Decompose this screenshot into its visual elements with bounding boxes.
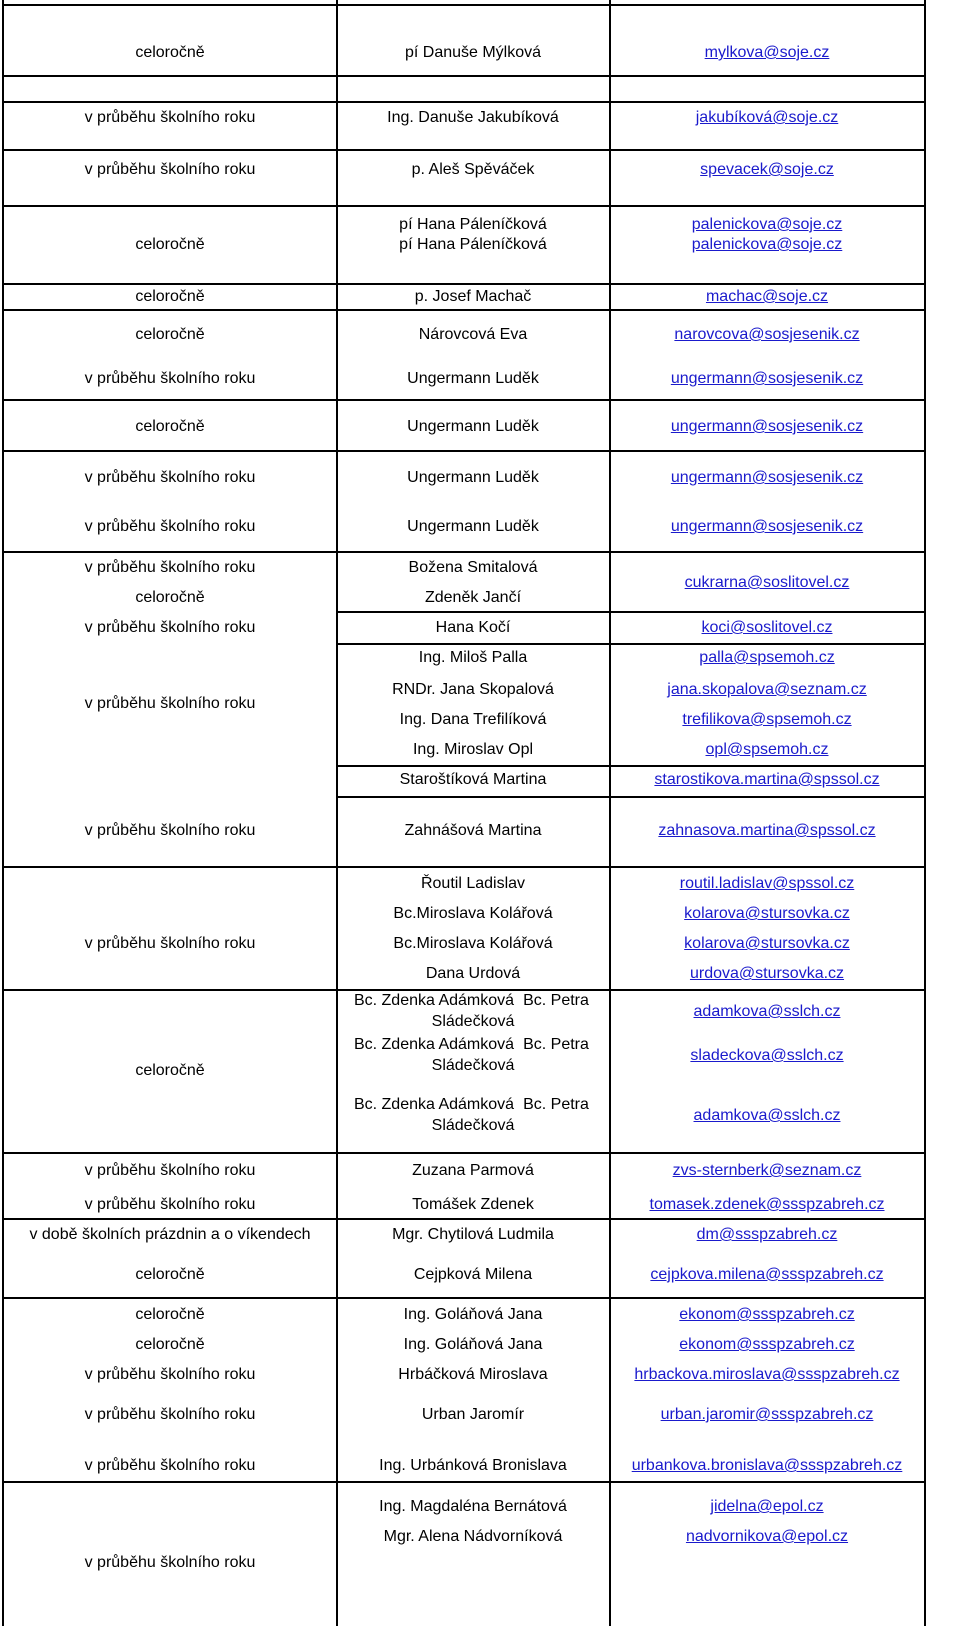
email-link[interactable]: nadvornikova@epol.cz [685,1528,849,1545]
row-divider-3 [2,149,924,151]
person-name-cell: Sládečková [431,1057,515,1074]
period-cell: v průběhu školního roku [84,1406,256,1423]
person-name-cell: p. Josef Machač [414,288,532,305]
period-cell: v průběhu školního roku [84,695,256,712]
email-link[interactable]: ungermann@sosjesenik.cz [670,518,864,535]
period-cell: v průběhu školního roku [84,518,256,535]
period-cell: celoročně [135,1062,205,1079]
row-divider-4 [2,205,924,207]
email-link[interactable]: ungermann@sosjesenik.cz [670,370,864,387]
period-cell: v průběhu školního roku [84,1457,256,1474]
email-link[interactable]: adamkova@sslch.cz [693,1107,841,1124]
email-link[interactable]: palla@spsemoh.cz [699,649,835,666]
email-link[interactable]: narovcova@sosjesenik.cz [674,326,860,343]
row-divider-14 [2,866,924,868]
row-divider-17 [2,1218,924,1220]
email-link[interactable]: mylkova@soje.cz [704,44,830,61]
period-cell: celoročně [135,288,205,305]
column-divider-2 [609,0,611,1626]
period-cell: v průběhu školního roku [84,935,256,952]
row-divider-12 [336,765,924,767]
person-name-cell: Ing. Magdaléna Bernátová [379,1498,567,1515]
email-link[interactable]: palenickova@soje.cz [691,236,843,253]
email-link[interactable]: kolarova@stursovka.cz [684,905,850,922]
person-name-cell: Ing. Miroslav Opl [412,741,534,758]
email-link[interactable]: zvs-sternberk@seznam.cz [672,1162,862,1179]
person-name-cell: Cejpková Milena [413,1266,533,1283]
period-cell: celoročně [135,589,205,606]
person-name-cell: pí Hana Páleníčková [399,216,547,233]
email-link[interactable]: ekonom@ssspzabreh.cz [679,1336,855,1353]
email-link[interactable]: jidelna@epol.cz [710,1498,824,1515]
email-link[interactable]: palenickova@soje.cz [691,216,843,233]
row-divider-11 [336,643,924,645]
period-cell: v průběhu školního roku [84,1554,256,1571]
person-name-cell: Bc.Miroslava Kolářová [393,935,553,952]
column-divider-1 [336,0,338,1626]
period-cell: v průběhu školního roku [84,370,256,387]
period-cell: v průběhu školního roku [84,161,256,178]
person-name-cell: Mgr. Alena Nádvorníková [383,1528,563,1545]
period-cell: v průběhu školního roku [84,469,256,486]
row-divider-7 [2,399,924,401]
column-divider-3 [924,0,926,1626]
person-name-cell: Dana Urdová [425,965,521,982]
person-name-cell: Ing. Miloš Palla [418,649,528,666]
email-link[interactable]: urdova@stursovka.cz [689,965,845,982]
person-name-cell: Řoutil Ladislav [420,875,526,892]
period-cell: celoročně [135,236,205,253]
person-name-cell: Bc. Zdenka Adámková [353,1096,515,1113]
person-name-cell: Zuzana Parmová [412,1162,534,1179]
period-cell: celoročně [135,44,205,61]
row-divider-0 [2,4,924,6]
period-cell: v průběhu školního roku [84,1196,256,1213]
period-cell: v průběhu školního roku [84,1162,256,1179]
email-link[interactable]: starostikova.martina@spssol.cz [654,771,880,788]
person-name-cell: Bc. Zdenka Adámková [353,1036,515,1053]
email-link[interactable]: machac@soje.cz [705,288,829,305]
person-name-cell: Božena Smitalová [408,559,538,576]
email-link[interactable]: ungermann@sosjesenik.cz [670,418,864,435]
row-divider-13 [336,796,924,798]
period-cell: v průběhu školního roku [84,559,256,576]
person-name-cell: Tomášek Zdenek [412,1196,534,1213]
person-name-cell: Sládečková [431,1013,515,1030]
email-link[interactable]: spevacek@soje.cz [700,161,834,178]
email-link[interactable]: cejpkova.milena@ssspzabreh.cz [650,1266,884,1283]
person-name-cell: Zdeněk Jančí [424,589,522,606]
email-link[interactable]: adamkova@sslch.cz [693,1003,841,1020]
person-name-cell: Ing. Dana Trefilíková [399,711,547,728]
email-link[interactable]: urbankova.bronislava@ssspzabreh.cz [631,1457,903,1474]
person-name-cell: Ing. Goláňová Jana [403,1336,543,1353]
period-cell: celoročně [135,1336,205,1353]
email-link[interactable]: hrbackova.miroslava@ssspzabreh.cz [634,1366,900,1383]
person-name-cell: Bc. Zdenka Adámková [353,992,515,1009]
period-cell: celoročně [135,418,205,435]
person-name-cell: Staroštíková Martina [399,771,547,788]
person-name-cell: Hana Kočí [435,619,511,636]
person-name-cell: Bc. Petra [523,1036,589,1053]
person-name-cell: Bc.Miroslava Kolářová [393,905,553,922]
email-link[interactable]: routil.ladislav@spssol.cz [679,875,855,892]
period-cell: celoročně [135,1266,205,1283]
row-divider-5 [2,283,924,285]
period-cell: v průběhu školního roku [84,1366,256,1383]
person-name-cell: Ungermann Luděk [407,518,539,535]
row-divider-10 [336,611,924,613]
person-name-cell: pí Hana Páleníčková [399,236,547,253]
email-link[interactable]: jana.skopalova@seznam.cz [667,681,867,698]
row-divider-8 [2,450,924,452]
row-divider-2 [2,101,924,103]
period-cell: celoročně [135,1306,205,1323]
row-divider-18 [2,1297,924,1299]
email-link[interactable]: ekonom@ssspzabreh.cz [679,1306,855,1323]
email-link[interactable]: trefilikova@spsemoh.cz [682,711,852,728]
person-name-cell: Ing. Urbánková Bronislava [379,1457,567,1474]
row-divider-6 [2,309,924,311]
person-name-cell: Sládečková [431,1117,515,1134]
person-name-cell: Ing. Goláňová Jana [403,1306,543,1323]
person-name-cell: Ungermann Luděk [407,469,539,486]
period-cell: v průběhu školního roku [84,619,256,636]
person-name-cell: RNDr. Jana Skopalová [392,681,554,698]
person-name-cell: Ungermann Luděk [407,370,539,387]
email-link[interactable]: cukrarna@soslitovel.cz [684,574,850,591]
person-name-cell: Bc. Petra [523,992,589,1009]
email-link[interactable]: jakubíková@soje.cz [695,109,839,126]
email-link[interactable]: koci@soslitovel.cz [701,619,833,636]
period-cell: celoročně [135,326,205,343]
person-name-cell: Ing. Danuše Jakubíková [387,109,559,126]
person-name-cell: Urban Jaromír [421,1406,525,1423]
column-divider-0 [2,0,4,1626]
period-cell: v průběhu školního roku [84,109,256,126]
person-name-cell: pí Danuše Mýlková [404,44,542,61]
period-cell: v průběhu školního roku [84,822,256,839]
row-divider-16 [2,1152,924,1154]
email-link[interactable]: kolarova@stursovka.cz [684,935,850,952]
email-link[interactable]: zahnasova.martina@spssol.cz [658,822,876,839]
email-link[interactable]: dm@ssspzabreh.cz [696,1226,838,1243]
email-link[interactable]: urban.jaromir@ssspzabreh.cz [660,1406,874,1423]
email-link[interactable]: tomasek.zdenek@ssspzabreh.cz [649,1196,885,1213]
email-link[interactable]: opl@spsemoh.cz [705,741,829,758]
email-link[interactable]: ungermann@sosjesenik.cz [670,469,864,486]
period-cell: v době školních prázdnin a o víkendech [29,1226,311,1243]
person-name-cell: Hrbáčková Miroslava [398,1366,548,1383]
person-name-cell: p. Aleš Spěváček [411,161,535,178]
person-name-cell: Mgr. Chytilová Ludmila [392,1226,554,1243]
person-name-cell: Zahnášová Martina [404,822,542,839]
row-divider-9 [2,551,924,553]
person-name-cell: Nárovcová Eva [418,326,528,343]
email-link[interactable]: sladeckova@sslch.cz [690,1047,844,1064]
row-divider-1 [2,75,924,77]
person-name-cell: Ungermann Luděk [407,418,539,435]
row-divider-19 [2,1481,924,1483]
person-name-cell: Bc. Petra [523,1096,589,1113]
